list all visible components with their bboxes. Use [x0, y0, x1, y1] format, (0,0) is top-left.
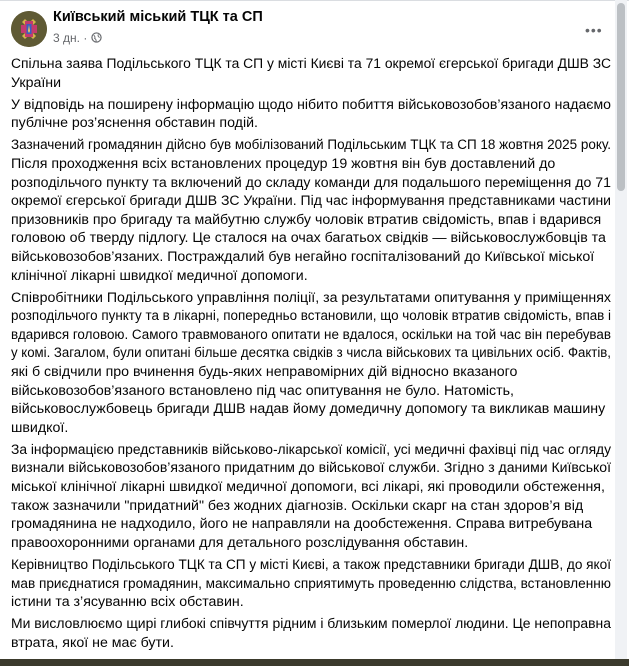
paragraph-line: Після проходження всіх встановлених процедур 19 жовтня він був доставлений до	[11, 155, 556, 172]
paragraph-line: також зазначили "придатний" без жодних діагнозів. Оскільки скарг на стан здоров’я від	[11, 497, 584, 514]
paragraph-line: швидкої.	[11, 419, 69, 436]
page-name-link[interactable]: Київський міський ТЦК та СП	[53, 9, 263, 25]
paragraph-line: У відповідь на поширену інформацію щодо нібито побиття військовозобов’язаного надаємо	[11, 96, 611, 113]
paragraph-line: публічне роз’яснення обставин подій.	[11, 115, 258, 132]
paragraph-line: окремої єгерської бригади ДШВ ЗС України. Під час інформування представниками частини	[11, 193, 612, 210]
paragraph-line: військовозобов’язаних. Постраждалий був негайно госпіталізований до Київської міської	[11, 248, 595, 265]
paragraph-line: України	[11, 74, 62, 91]
paragraph-line: Співробітники Подільського управління поліції, за результатами опитування у приміщеннях	[11, 289, 612, 306]
paragraph-line: які б свідчили про вчинення будь-яких неправомірних дій відносно вказаного	[11, 364, 518, 380]
post-meta	[53, 31, 102, 45]
post-paragraph	[11, 96, 613, 133]
paragraph-line: клінічної лікарні швидкої медичної допомоги.	[11, 267, 308, 284]
paragraph-line: головою об тверду підлогу. Це сталося на очах багатьох свідків — військовослужбовців та	[11, 230, 606, 247]
post-text	[11, 55, 613, 656]
globe-icon	[91, 32, 102, 43]
post-paragraph	[11, 55, 613, 92]
paragraph-line: міської клінічної лікарні швидкої медичної допомоги, всі лікарі, які проводили обстеження,	[11, 479, 605, 496]
emblem-icon	[11, 11, 47, 47]
paragraph-line: вдарився головою. Самого травмованого опитати не вдалося, оскільки на той час він перебував	[11, 326, 611, 343]
paragraph-line: мав приєднатися громадянин, максимально сприятимуть проведенню слідства, встановленню	[11, 575, 611, 592]
paragraph-line: розподільчого пункту та включений до складу команди для подальшого переміщення до 71	[11, 174, 611, 191]
paragraph-line: За інформацією представників військово-лікарської комісії, усі медичні фахівці під час огляду	[11, 441, 612, 458]
paragraph-line: Ми висловлюємо щирі глибокі співчуття рідним і близьким померлої людини. Це непоправна	[11, 616, 611, 633]
more-options-button[interactable]: •••	[585, 22, 603, 38]
top-divider	[0, 0, 629, 1]
post-paragraph	[11, 556, 613, 612]
paragraph-line: військовослужбовець бригади ДШВ надав йому домедичну допомогу та викликав машину	[11, 401, 606, 418]
bottom-edge	[0, 659, 629, 666]
page-avatar[interactable]	[11, 11, 47, 47]
paragraph-line: призовників про бригаду та майбутню службу чоловік втратив свідомість, впав і вдарився	[11, 211, 602, 228]
post-time-link[interactable]: 3 дн.	[53, 31, 80, 45]
paragraph-line: у комі. Загалом, були опитані більше десятка свідків з числа військових та цивільних осіб. Фактів,	[11, 345, 611, 362]
scrollbar-thumb[interactable]	[617, 3, 625, 191]
paragraph-line: громадянина не надходило, його не направляли на дообстеження. Справа витребувана	[11, 516, 593, 533]
paragraph-line: Керівництво Подільського ТЦК та СП у місті Києві, а також представники бригади ДШВ, до якої	[11, 556, 611, 573]
post-paragraph	[11, 289, 613, 438]
paragraph-line: Спільна заява Подільського ТЦК та СП у місті Києві та 71 окремої єгерської бригади ДШВ ЗС	[11, 56, 612, 72]
paragraph-line: правоохоронними органами для детального розслідування обставин.	[11, 534, 469, 551]
paragraph-line: розподільчого пункту та в лікарні, попередньо встановили, що чоловік втратив свідомість, впав і	[11, 308, 612, 325]
paragraph-line: Зазначений громадянин дійсно був мобілізований Подільським ТЦК та СП 18 жовтня 2025 року.	[11, 137, 612, 154]
post-paragraph	[11, 136, 613, 285]
meta-separator: ·	[83, 31, 88, 45]
post-paragraph	[11, 615, 613, 652]
paragraph-line: визнали військовозобов’язаного придатним до військової служби. Згідно з даними Київської	[11, 460, 612, 477]
paragraph-line: втрата, якої не має бути.	[11, 634, 174, 651]
paragraph-line: істини та з’ясуванню всіх обставин.	[11, 594, 244, 611]
paragraph-line: військовозобов’язаного встановлено під час опитування не було. Натомість,	[11, 382, 514, 399]
post-paragraph	[11, 441, 613, 553]
